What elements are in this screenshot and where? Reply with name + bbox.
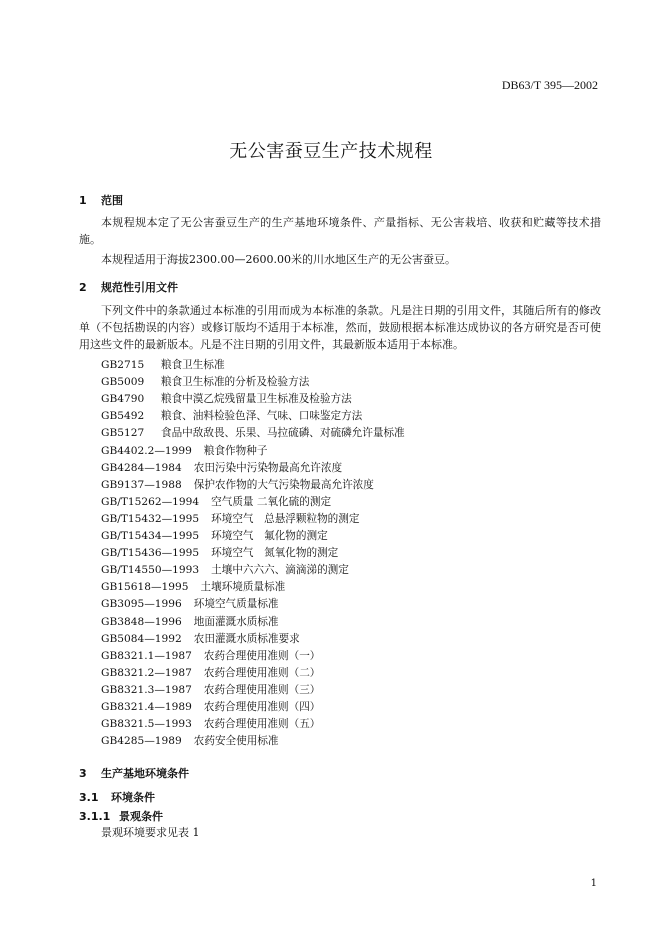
- reference-item: [101, 494, 331, 509]
- reference-code: GB5492: [101, 410, 145, 423]
- section-3-1-1-heading: [79, 808, 163, 824]
- section-title: 规范性引用文件: [101, 281, 178, 294]
- reference-item: [101, 511, 359, 526]
- section-2-heading: [79, 279, 178, 295]
- reference-code: GB15618—1995: [101, 581, 189, 594]
- reference-title: 土壤中六六六、滴滴涕的测定: [211, 564, 349, 577]
- section-number: 3: [79, 767, 87, 780]
- section-3-1-1-paragraph: 景观环境要求见表 1: [101, 826, 200, 839]
- reference-title: 环境空气 总悬浮颗粒物的测定: [211, 512, 360, 525]
- reference-title: 环境空气 氮氧化物的测定: [211, 547, 339, 560]
- section-1-paragraph-2: 本规程适用于海拔2300.00—2600.00米的川水地区生产的无公害蚕豆。: [101, 253, 456, 266]
- section-title: 生产基地环境条件: [101, 767, 189, 780]
- reference-item: [101, 391, 352, 406]
- reference-item: [101, 579, 285, 594]
- reference-title: 农药合理使用准则（三）: [203, 683, 321, 696]
- reference-item: [101, 562, 349, 577]
- reference-code: GB3848—1996: [101, 615, 182, 628]
- reference-item: [101, 374, 309, 389]
- reference-title: 粮食卫生标准: [161, 359, 225, 371]
- reference-title: 农药合理使用准则（一）: [203, 649, 321, 662]
- reference-code: GB8321.5—1993: [101, 718, 192, 731]
- section-1-paragraph-1: 本规程规本定了无公害蚕豆生产的生产基地环境条件、产量指标、无公害栽培、收获和贮藏等技术措施。: [79, 216, 601, 246]
- reference-item: [101, 357, 225, 372]
- reference-code: GB8321.2—1987: [101, 666, 192, 679]
- reference-item: [101, 460, 342, 475]
- reference-item: [101, 648, 320, 663]
- page-number: 1: [590, 878, 597, 889]
- section-number: 2: [79, 281, 87, 294]
- reference-item: [101, 545, 338, 560]
- section-2-paragraph-1: 下列文件中的条款通过本标准的引用而成为本标准的条款。凡是注日期的引用文件，其随后所有的修改单（不包括勘误的内容）或修订版均不适用于本标准，然而，鼓励根据本标准达成协议的各方研究是否可使用这些文件的最新版本。凡是不注日期的引用文件，其最新版本适用于本标准。: [79, 304, 601, 351]
- section-title: 范围: [101, 194, 123, 207]
- reference-item: [101, 477, 374, 492]
- reference-code: GB/T15262—1994: [101, 495, 200, 508]
- reference-title: 农药合理使用准则（二）: [203, 666, 321, 679]
- reference-code: GB/T14550—1993: [101, 564, 200, 577]
- reference-item: [101, 528, 328, 543]
- reference-title: 土壤环境质量标准: [200, 581, 286, 594]
- reference-item: [101, 665, 320, 680]
- section-number: 3.1.1: [79, 810, 111, 823]
- reference-title: 粮食卫生标准的分析及检验方法: [161, 376, 310, 389]
- reference-item: [101, 596, 279, 611]
- reference-code: GB8321.4—1989: [101, 701, 192, 713]
- reference-item: [101, 408, 362, 423]
- section-number: 3.1: [79, 791, 99, 804]
- reference-code: GB/T15432—1995: [101, 512, 200, 525]
- reference-title: 农药合理使用准则（四）: [203, 701, 321, 713]
- reference-title: 农药合理使用准则（五）: [203, 718, 321, 731]
- section-title: 景观条件: [119, 810, 163, 823]
- reference-code: GB4402.2—1999: [101, 444, 192, 457]
- reference-item: [101, 733, 279, 748]
- reference-code: GB5009: [101, 376, 145, 389]
- reference-title: 粮食中漠乙烷残留量卫生标准及检验方法: [161, 393, 352, 406]
- reference-code: GB4284—1984: [101, 461, 182, 474]
- section-1-heading: [79, 192, 123, 208]
- document-number: DB63/T 395—2002: [501, 78, 598, 92]
- reference-item: [101, 425, 405, 440]
- section-title: 环境条件: [111, 791, 155, 804]
- page-title: 无公害蚕豆生产技术规程: [229, 141, 433, 162]
- reference-item: [101, 631, 300, 646]
- reference-item: [101, 443, 267, 458]
- reference-title: 地面灌溉水质标准: [193, 615, 279, 628]
- reference-item: [101, 614, 279, 629]
- reference-code: GB4790: [101, 393, 145, 406]
- reference-item: [101, 699, 320, 714]
- reference-code: GB8321.1—1987: [101, 649, 192, 662]
- reference-code: GB3095—1996: [101, 598, 182, 611]
- reference-code: GB2715: [101, 359, 145, 371]
- reference-code: GB5084—1992: [101, 632, 182, 645]
- reference-title: 农药安全使用标准: [193, 735, 279, 748]
- reference-title: 食品中敌敌畏、乐果、马拉硫磷、对硫磷允许量标准: [161, 427, 405, 440]
- reference-code: GB/T15434—1995: [101, 530, 200, 542]
- reference-title: 空气质量 二氧化硫的测定: [211, 495, 332, 508]
- reference-title: 环境空气质量标准: [193, 598, 279, 611]
- reference-item: [101, 716, 320, 731]
- reference-code: GB5127: [101, 427, 145, 440]
- reference-code: GB/T15436—1995: [101, 547, 200, 560]
- section-3-heading: [79, 765, 189, 781]
- reference-title: 农田污染中污染物最高允许浓度: [193, 461, 343, 474]
- reference-title: 农田灌溉水质标准要求: [193, 632, 300, 645]
- reference-title: 环境空气 氟化物的测定: [211, 530, 328, 542]
- reference-code: GB9137—1988: [101, 478, 182, 491]
- reference-title: 粮食、油料检验色泽、气味、口味鉴定方法: [161, 410, 363, 423]
- reference-code: GB4285—1989: [101, 735, 182, 748]
- section-number: 1: [79, 194, 87, 207]
- reference-code: GB8321.3—1987: [101, 683, 192, 696]
- reference-item: [101, 682, 320, 697]
- section-3-1-heading: [79, 789, 155, 805]
- reference-title: 粮食作物种子: [203, 444, 268, 457]
- reference-title: 保护农作物的大气污染物最高允许浓度: [193, 478, 374, 491]
